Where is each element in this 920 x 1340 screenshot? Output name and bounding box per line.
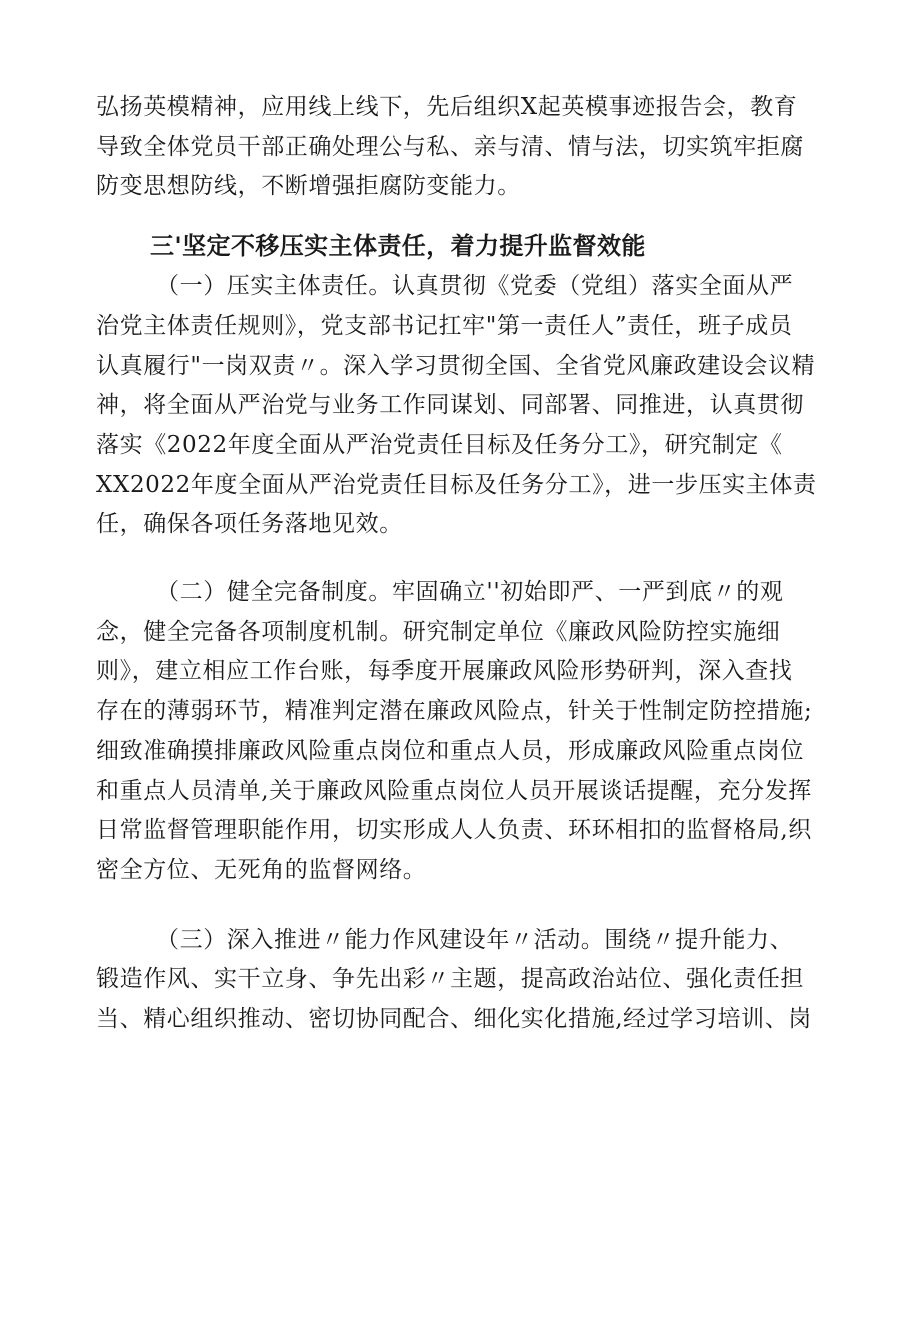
document-page: [96, 88, 828, 1040]
text-line: 治党主体责任规则》，党支部书记扛牢"第一责任人”责任，班子成员: [96, 312, 793, 339]
text-line: 神，将全面从严治党与业务工作同谋划、同部署、同推进，认真贯彻: [96, 392, 804, 419]
text-line: （二）健全完备制度。牢固确立''初始即严、一严到底〃的观: [156, 579, 784, 606]
text-line: 当、精心组织推动、密切协同配合、细化实化措施,经过学习培训、岗: [96, 1006, 812, 1033]
text-line: 存在的薄弱环节，精准判定潜在廉政风险点，针关于性制定防控措施;: [96, 698, 813, 725]
paragraph-spacer: [96, 891, 828, 921]
section-3-paragraph: [96, 921, 828, 1040]
paragraph-spacer: [96, 545, 828, 573]
text-line: 导致全体党员干部正确处理公与私、亲与清、情与法，切实筑牢拒腐: [96, 133, 804, 160]
text-line: 密全方位、无死角的监督网络。: [96, 856, 427, 883]
text-line: XX2022年度全面从严治党责任目标及任务分工》，进一步压实主体责: [96, 471, 817, 498]
text-line: 任，确保各项任务落地见效。: [96, 511, 403, 538]
intro-paragraph: [96, 88, 828, 207]
section-heading: 三'坚定不移压实主体责任，着力提升监督效能: [150, 232, 646, 261]
text-line: 日常监督管理职能作用，切实形成人人负责、环环相扣的监督格局,织: [96, 817, 812, 844]
text-line: 弘扬英模精神，应用线上线下，先后组织X起英模事迹报告会，教育: [96, 94, 798, 120]
text-line: 落实《2022年度全面从严治党责任目标及任务分工》，研究制定《: [96, 431, 783, 458]
text-line: 认真履行"一岗双责〃。深入学习贯彻全国、全省党风廉政建设会议精: [96, 352, 816, 379]
section-1-paragraph: [96, 267, 828, 545]
text-line: 锻造作风、实干立身、争先出彩〃主题，提高政治站位、强化责任担: [96, 966, 804, 993]
text-line: 细致准确摸排廉政风险重点岗位和重点人员，形成廉政风险重点岗位: [96, 737, 804, 764]
text-line: 念，健全完备各项制度机制。研究制定单位《廉政风险防控实施细: [96, 618, 781, 645]
text-line: 防变思想防线，不断增强拒腐防变能力。: [96, 173, 521, 200]
text-line: （三）深入推进〃能力作风建设年〃活动。围绕〃提升能力、: [156, 926, 794, 953]
text-line: （一）压实主体责任。认真贯彻《党委（党组）落实全面从严: [156, 273, 794, 300]
text-line: 和重点人员清单,关于廉政风险重点岗位人员开展谈话提醒，充分发挥: [96, 777, 812, 804]
section-2-paragraph: [96, 573, 828, 891]
text-line: 则》，建立相应工作台账，每季度开展廉政风险形势研判，深入查找: [96, 658, 793, 685]
